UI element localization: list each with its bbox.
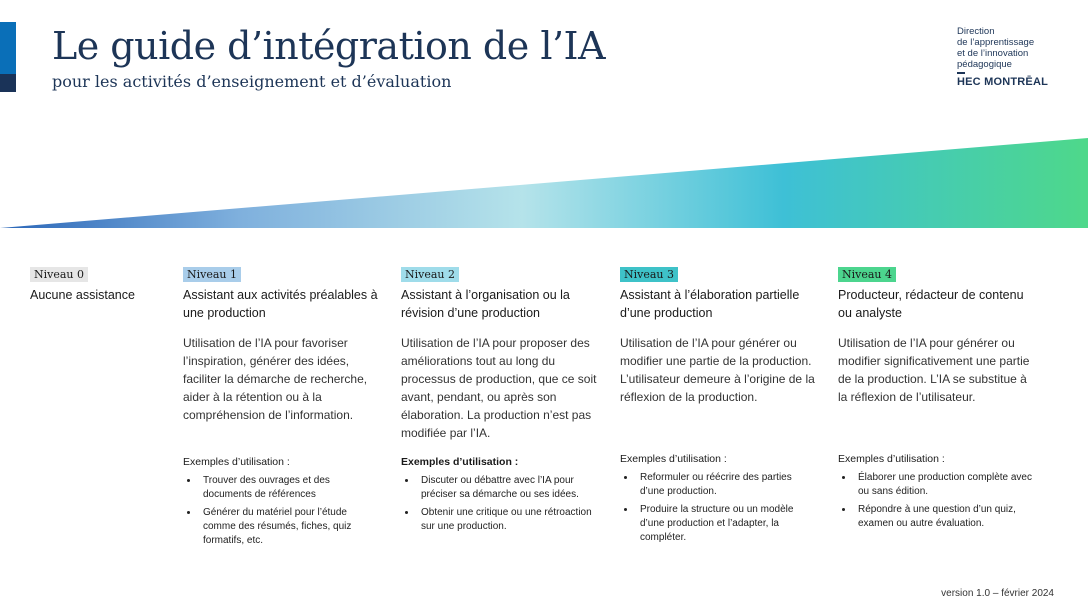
accent-bar-bottom <box>0 74 16 92</box>
page-title: Le guide d’intégration de l’IA <box>52 24 606 68</box>
level-0-badge: Niveau 0 <box>30 267 88 282</box>
progression-wedge <box>0 132 1088 228</box>
brand-dept-line-4: pédagogique <box>957 59 1012 70</box>
brand-dept-line-3: et de l’innovation <box>957 48 1029 59</box>
level-1-title: Assistant aux activités préalables à une production <box>183 288 378 320</box>
level-3-badge: Niveau 3 <box>620 267 678 282</box>
brand-hec-logo: HEC MONTRĒAL <box>957 75 1049 88</box>
level-1-column <box>183 265 379 424</box>
level-2-example-2: • Obtenir une critique ou une rétroaction sur une production. <box>417 506 599 534</box>
level-1-badge: Niveau 1 <box>183 267 241 282</box>
level-1-description: Utilisation de l’IA pour favoriser l’inspiration, générer des idées, faciliter la démarche de recherche, aider à la rétention ou à la compréhension de l’information. <box>183 336 368 422</box>
level-4-column <box>838 265 1038 406</box>
level-4-badge: Niveau 4 <box>838 267 896 282</box>
level-2-badge: Niveau 2 <box>401 267 459 282</box>
level-3-column <box>620 265 816 406</box>
level-3-description: Utilisation de l’IA pour générer ou modifier une partie de la production. L’utilisateur demeure à l’origine de la réflexion de la production. <box>620 336 815 404</box>
level-3-examples <box>620 453 816 549</box>
level-2-title: Assistant à l’organisation ou la révision d’une production <box>401 288 570 320</box>
brand-dept-line-1: Direction <box>957 26 995 37</box>
level-2-column <box>401 265 599 442</box>
level-2-examples <box>401 456 599 538</box>
level-2-examples-label: Exemples d’utilisation : <box>401 456 519 468</box>
level-4-example-2: • Répondre à une question d’un quiz, examen ou autre évaluation. <box>854 503 1038 531</box>
level-3-example-2: • Produire la structure ou un modèle d’une production et l’adapter, la compléter. <box>636 503 816 545</box>
level-1-examples-label: Exemples d’utilisation : <box>183 456 290 468</box>
level-4-description: Utilisation de l’IA pour générer ou modifier significativement une partie de la production. L’IA se substitue à la réflexion de l’utilisateur. <box>838 336 1030 404</box>
level-4-example-1: • Élaborer une production complète avec ou sans édition. <box>854 471 1038 499</box>
level-0-column <box>30 265 160 304</box>
level-2-description: Utilisation de l’IA pour proposer des améliorations tout au long du processus de production, que ce soit avant, pendant, ou après son élaboration. La production n’est pas modifiée par l’IA. <box>401 336 597 440</box>
level-4-examples <box>838 453 1038 535</box>
page-subtitle: pour les activités d’enseignement et d’évaluation <box>52 72 452 91</box>
level-4-examples-label: Exemples d’utilisation : <box>838 453 945 465</box>
brand-rule <box>957 72 965 74</box>
accent-bar-top <box>0 22 16 74</box>
brand-logo <box>957 26 1077 88</box>
level-1-examples <box>183 456 379 552</box>
level-4-title: Producteur, rédacteur de contenu ou analyste <box>838 288 1024 320</box>
level-3-example-1: • Reformuler ou réécrire des parties d’une production. <box>636 471 816 499</box>
level-1-example-2: • Générer du matériel pour l’étude comme des résumés, fiches, quiz formatifs, etc. <box>199 506 379 548</box>
level-1-example-1: • Trouver des ouvrages et des documents de références <box>199 474 379 502</box>
version-label: version 1.0 – février 2024 <box>941 588 1054 599</box>
brand-dept-line-2: de l’apprentissage <box>957 37 1035 48</box>
level-0-title: Aucune assistance <box>30 288 135 302</box>
level-2-example-1: • Discuter ou débattre avec l’IA pour préciser sa démarche ou ses idées. <box>417 474 599 502</box>
level-3-examples-label: Exemples d’utilisation : <box>620 453 727 465</box>
progression-wedge-shape <box>0 138 1088 228</box>
level-3-title: Assistant à l’élaboration partielle d’une production <box>620 288 800 320</box>
